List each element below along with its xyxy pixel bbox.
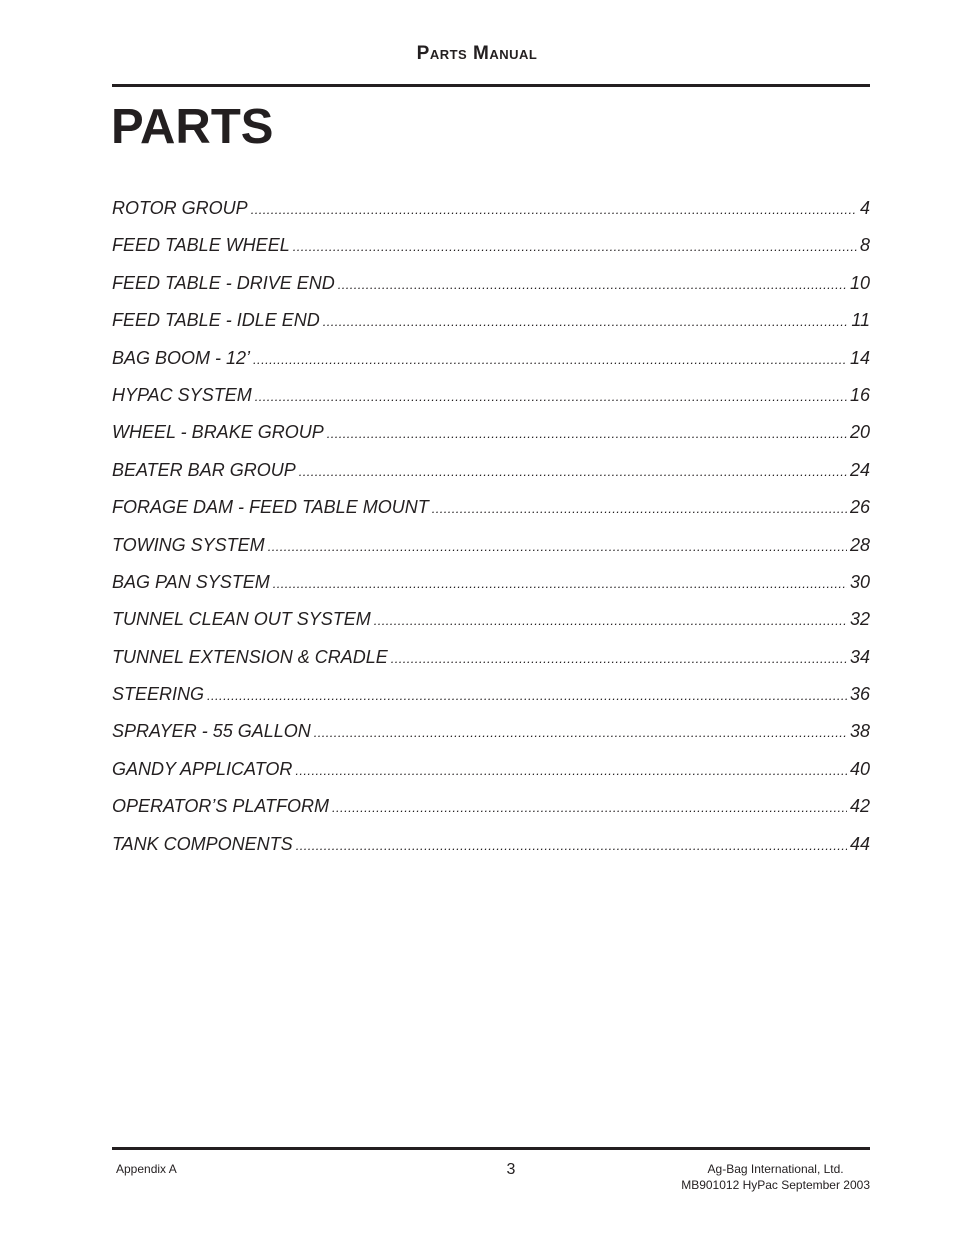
toc-dot-leader (391, 647, 847, 671)
toc-entry-page: 30 (849, 571, 870, 592)
toc-dot-leader (207, 684, 847, 708)
toc-dot-leader (314, 721, 847, 745)
toc-entry-page: 42 (849, 796, 870, 817)
toc-entry-title: GANDY APPLICATOR (112, 758, 293, 779)
toc-entry[interactable] (112, 757, 870, 794)
toc-entry[interactable] (112, 458, 870, 495)
toc-dot-leader (338, 273, 847, 297)
toc-entry-title: TUNNEL CLEAN OUT SYSTEM (112, 609, 371, 630)
toc-entry-page: 32 (849, 609, 870, 630)
toc-entry-title: BEATER BAR GROUP (112, 459, 296, 480)
toc-dot-leader (299, 460, 847, 484)
toc-entry-title: FEED TABLE - DRIVE END (112, 272, 335, 293)
toc-entry[interactable] (112, 383, 870, 420)
toc-dot-leader (253, 348, 847, 372)
toc-dot-leader (273, 572, 847, 596)
footer-company: Ag-Bag International, Ltd. (707, 1162, 844, 1176)
footer-document-id: MB901012 HyPac September 2003 (681, 1178, 870, 1192)
footer-publisher (681, 1161, 870, 1193)
toc-entry-page: 10 (849, 272, 870, 293)
toc-entry[interactable] (112, 607, 870, 644)
toc-dot-leader (268, 535, 847, 559)
toc-entry[interactable] (112, 533, 870, 570)
toc-entry-title: STEERING (112, 684, 205, 705)
toc-entry-page: 14 (849, 347, 870, 368)
toc-entry-page: 40 (849, 758, 870, 779)
running-header: Parts Manual (416, 43, 538, 64)
toc-entry-page: 24 (849, 459, 870, 480)
toc-entry-page: 16 (849, 384, 870, 405)
toc-dot-leader (251, 198, 857, 222)
toc-entry-title: FORAGE DAM - FEED TABLE MOUNT (112, 497, 429, 518)
toc-entry[interactable] (112, 196, 870, 233)
footer-section-label: Appendix A (116, 1162, 177, 1176)
toc-entry-title: TUNNEL EXTENSION & CRADLE (112, 646, 388, 667)
toc-dot-leader (332, 796, 847, 820)
toc-entry[interactable] (112, 346, 870, 383)
toc-entry[interactable] (112, 271, 870, 308)
toc-dot-leader (295, 759, 847, 783)
toc-entry-page: 36 (849, 684, 870, 705)
toc-entry[interactable] (112, 570, 870, 607)
toc-dot-leader (432, 497, 847, 521)
toc-dot-leader (374, 609, 847, 633)
toc-entry-title: FEED TABLE - IDLE END (112, 310, 320, 331)
toc-entry-page: 11 (851, 310, 870, 331)
toc-entry[interactable] (112, 233, 870, 270)
toc-entry[interactable] (112, 719, 870, 756)
page-title: PARTS (111, 100, 274, 154)
toc-entry-page: 28 (849, 534, 870, 555)
toc-dot-leader (296, 834, 847, 858)
toc-entry[interactable] (112, 495, 870, 532)
toc-dot-leader (323, 310, 849, 334)
toc-entry[interactable] (112, 794, 870, 831)
toc-entry-page: 26 (849, 497, 870, 518)
toc-entry-title: ROTOR GROUP (112, 198, 248, 218)
toc-dot-leader (327, 422, 847, 446)
toc-entry-page: 4 (859, 198, 870, 218)
toc-entry[interactable] (112, 682, 870, 719)
toc-entry-page: 38 (849, 721, 870, 742)
toc-entry-title: FEED TABLE WHEEL (112, 235, 290, 256)
header-divider (112, 84, 870, 87)
toc-entry-title: BAG PAN SYSTEM (112, 571, 270, 592)
toc-entry[interactable] (112, 832, 870, 869)
toc-entry-page: 44 (849, 833, 870, 854)
toc-dot-leader (293, 235, 857, 259)
toc-entry[interactable] (112, 645, 870, 682)
toc-entry[interactable] (112, 420, 870, 457)
toc-entry-title: SPRAYER - 55 GALLON (112, 721, 311, 742)
toc-entry-title: TOWING SYSTEM (112, 534, 265, 555)
toc-entry-title: WHEEL - BRAKE GROUP (112, 422, 324, 443)
toc-entry-title: OPERATOR’S PLATFORM (112, 796, 330, 817)
toc-entry[interactable] (112, 308, 870, 345)
toc-entry-title: HYPAC SYSTEM (112, 384, 252, 405)
footer-divider (112, 1147, 870, 1150)
toc-entry-page: 34 (849, 646, 870, 667)
toc-entry-title: BAG BOOM - 12’ (112, 347, 251, 368)
table-of-contents (112, 196, 870, 869)
toc-entry-title: TANK COMPONENTS (112, 833, 293, 854)
footer-page-number: 3 (506, 1161, 516, 1178)
toc-entry-page: 20 (849, 422, 870, 443)
toc-entry-page: 8 (859, 235, 870, 256)
toc-dot-leader (255, 385, 847, 409)
